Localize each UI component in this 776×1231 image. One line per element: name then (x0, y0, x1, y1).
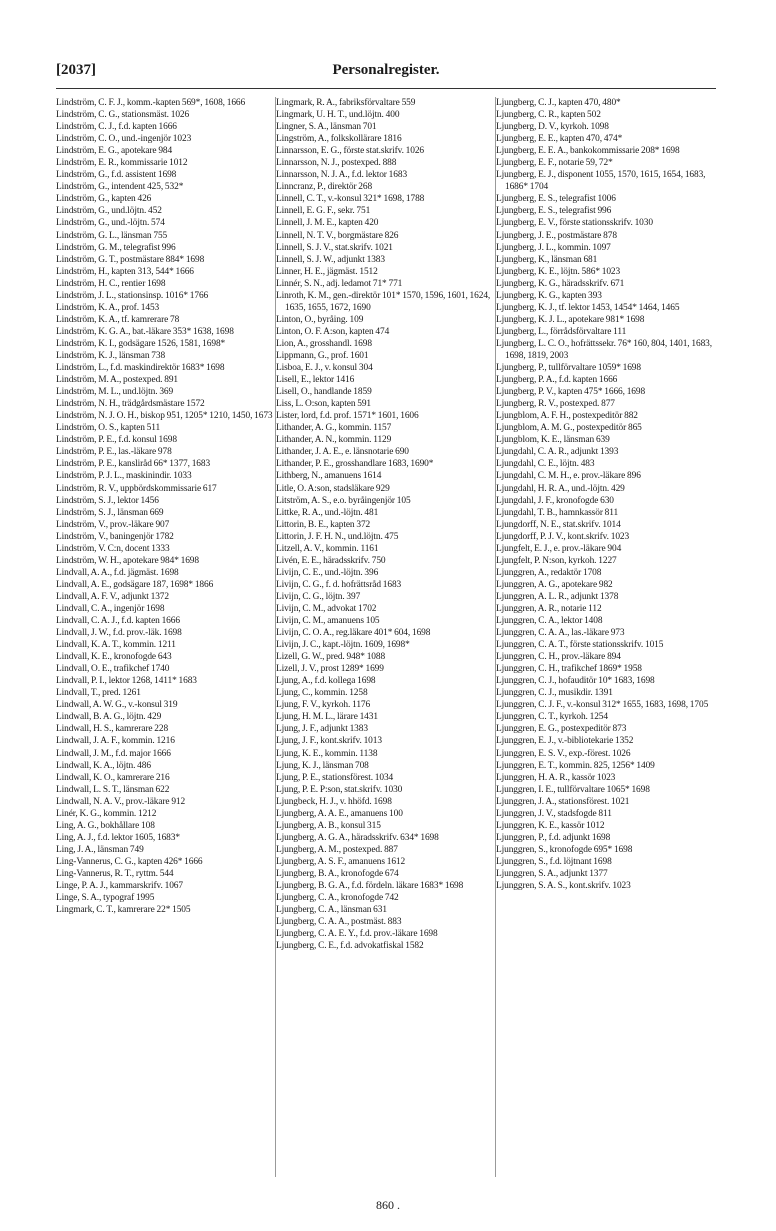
register-columns (56, 97, 716, 1177)
register-entry: Livijn, C. E., und.-löjtn. 396 (276, 567, 379, 578)
register-entry: Ljunggren, P., f.d. adjunkt 1698 (496, 832, 611, 843)
register-entry: Ljunggren, E. J., v.-bibliotekarie 1352 (496, 736, 634, 747)
register-entry: Ljunggren, S. A., adjunkt 1377 (496, 869, 608, 879)
register-entry: Lingner, S. A., länsman 701 (276, 122, 377, 133)
register-entry: Ljungberg, J. L., kommin. 1097 (496, 242, 611, 253)
register-entry: Lindvall, C. A., ingenjör 1698 (56, 603, 165, 614)
register-entry: Ljunggren, A. L. R., adjunkt 1378 (496, 591, 619, 602)
register-entry: Ljunggren, C. A. T., förste stationsskrifv. 1015 (496, 640, 664, 651)
register-entry: Lindström, H. C., rentier 1698 (56, 278, 166, 289)
register-entry: Lithberg, N., amanuens 1614 (276, 471, 382, 482)
register-entry: Ljungberg, K. G., häradsskrifv. 671 (496, 278, 625, 289)
register-entry: Ljungberg, C. E., f.d. advokatfiskal 1582 (276, 941, 424, 952)
register-entry: Ljungberg, A. B., konsul 315 (276, 820, 381, 831)
column-left (56, 97, 276, 916)
register-entry: Ljungberg, E. V., förste stationsskrifv. 1030 (496, 218, 653, 229)
register-entry: Lindström, C. O., und.-ingenjör 1023 (56, 134, 192, 145)
register-entry: Linnell, N. T. V., borgmästare 826 (276, 230, 399, 241)
register-entry: Lion, A., grosshandl. 1698 (276, 338, 372, 349)
register-entry: Littorin, J. F. H. N., und.löjtn. 475 (276, 531, 399, 542)
register-entry: Ljungdahl, C. A. R., adjunkt 1393 (496, 447, 619, 458)
register-entry: Lindström, O. S., kapten 511 (56, 423, 161, 434)
register-entry: Ljunggren, C. A., lektor 1408 (496, 616, 603, 627)
register-entry: Ljungberg, E. E., kapten 470, 474* (496, 134, 623, 145)
register-entry: Ljungberg, L. C. O., hofrättssekr. 76* 160, 804, 1401, 1683, 1698, 1819, 2003 (496, 338, 712, 361)
register-entry: Lindwall, J. M., f.d. major 1666 (56, 748, 171, 759)
register-entry: Lindvall, K. E., kronofogde 643 (56, 652, 172, 663)
register-entry: Ljunggren, A., redaktör 1708 (496, 567, 602, 578)
register-entry: Ljungberg, P., tullförvaltare 1059* 1698 (496, 363, 641, 374)
register-entry: Littorin, B. E., kapten 372 (276, 519, 371, 530)
register-entry: Ljung, J. F., adjunkt 1383 (276, 724, 368, 735)
register-entry: Ljung, F. V., kyrkoh. 1176 (276, 700, 371, 711)
column-middle (276, 97, 496, 952)
register-entry: Lindwall, H. S., kamrerare 228 (56, 724, 169, 735)
register-entry: Lindström, G., kapten 426 (56, 194, 152, 205)
register-entry: Littke, R. A., und.-löjtn. 481 (276, 507, 379, 518)
register-entry: Lindvall, A. F. V., adjunkt 1372 (56, 591, 169, 602)
register-entry: Ljunggren, C. H., trafikchef 1869* 1958 (496, 664, 642, 675)
register-entry: Lisell, O., handlande 1859 (276, 387, 372, 398)
register-entry: Lindström, P. J. L., maskinindir. 1033 (56, 471, 192, 482)
register-entry: Linnell, S. J. W., adjunkt 1383 (276, 254, 385, 265)
register-entry: Lindvall, K. A. T., kommin. 1211 (56, 640, 176, 651)
register-entry: Lindvall, T., pred. 1261 (56, 688, 141, 699)
register-entry: Litström, A. S., e.o. byråingenjör 105 (276, 495, 411, 506)
register-entry: Lindström, K. G. A., bat.-läkare 353* 1638, 1698 (56, 326, 234, 337)
register-entry: Lingström, A., folkskollärare 1816 (276, 134, 402, 145)
register-entry: Ljungberg, J. E., postmästare 878 (496, 230, 617, 241)
register-entry: Ljungberg, K. J. L., apotekare 981* 1698 (496, 314, 645, 325)
register-entry: Ljung, H. M. L., lärare 1431 (276, 712, 378, 723)
register-entry: Livijn, C. O. A., reg.läkare 401* 604, 1698 (276, 628, 431, 639)
register-entry: Linnell, S. J. V., stat.skrifv. 1021 (276, 242, 393, 253)
register-entry: Lithander, A. N., kommin. 1129 (276, 435, 392, 446)
register-entry: Ljungberg, E. F., notarie 59, 72* (496, 158, 613, 169)
register-entry: Lindström, W. H., apotekare 984* 1698 (56, 555, 199, 566)
register-entry: Lindwall, N. A. V., prov.-läkare 912 (56, 796, 186, 807)
register-entry: Ljungberg, C. A., kronofogde 742 (276, 893, 399, 904)
register-entry: Lindström, H., kapten 313, 544* 1666 (56, 266, 194, 277)
register-entry: Ljungberg, K. J., tf. lektor 1453, 1454* 1464, 1465 (496, 302, 680, 313)
register-entry: Linge, S. A., typograf 1995 (56, 893, 155, 904)
register-entry: Lindvall, C. A. J., f.d. kapten 1666 (56, 616, 180, 627)
register-entry: Ljung, C., kommin. 1258 (276, 688, 368, 699)
register-entry: Linge, P. A. J., kammarskrifv. 1067 (56, 881, 183, 892)
register-entry: Linnell, C. T., v.-konsul 321* 1698, 1788 (276, 194, 425, 205)
page-title: Personalregister. (332, 62, 440, 78)
register-entry: Ljungdorff, N. E., stat.skrifv. 1014 (496, 519, 621, 530)
register-entry: Lindwall, B. A. G., löjtn. 429 (56, 712, 162, 723)
register-entry: Lindwall, K. O., kamrerare 216 (56, 772, 170, 783)
register-entry: Ljungberg, C. A., länsman 631 (276, 905, 387, 916)
register-entry: Lindström, G., f.d. assistent 1698 (56, 170, 177, 181)
register-entry: Lindström, K. A., tf. kamrerare 78 (56, 314, 180, 325)
register-entry: Lithander, P. E., grosshandlare 1683, 1690* (276, 459, 434, 470)
register-entry: Ljunggren, C. J., hofauditör 10* 1683, 1698 (496, 676, 655, 687)
register-entry: Lindwall, K. A., löjtn. 486 (56, 760, 151, 771)
register-entry: Lindström, E. G., apotekare 984 (56, 146, 173, 157)
register-entry: Ljungfelt, P. N:son, kyrkoh. 1227 (496, 555, 617, 566)
register-entry: Lindwall, L. S. T., länsman 622 (56, 784, 170, 795)
register-entry: Ling, A. J., f.d. lektor 1605, 1683* (56, 832, 180, 843)
register-entry: Lisboa, E. J., v. konsul 304 (276, 363, 373, 374)
register-entry: Lindwall, J. A. F., kommin. 1216 (56, 736, 175, 747)
register-entry: Ljungfelt, E. J., e. prov.-läkare 904 (496, 543, 622, 554)
register-entry: Liss, L. O:son, kapten 591 (276, 399, 372, 410)
register-entry: Ljungberg, C. A. A., postmäst. 883 (276, 917, 402, 928)
register-entry: Ljungberg, E. E. A., bankokommissarie 208* 1698 (496, 146, 680, 157)
register-entry: Lindström, P. E., f.d. konsul 1698 (56, 435, 177, 446)
register-entry: Ljungberg, C. J., kapten 470, 480* (496, 98, 621, 108)
register-entry: Ljungberg, A. G. A., häradsskrifv. 634* 1698 (276, 832, 439, 843)
register-entry: Ling, J. A., länsman 749 (56, 844, 144, 855)
register-entry: Ljungberg, K. E., löjtn. 586* 1023 (496, 266, 621, 277)
register-entry: Lindström, K. A., prof. 1453 (56, 302, 160, 313)
register-entry: Ljung, J. F., kont.skrifv. 1013 (276, 736, 382, 747)
register-entry: Livén, E. E., häradsskrifv. 750 (276, 555, 386, 566)
register-entry: Ljungdahl, H. R. A., und.-löjtn. 429 (496, 483, 625, 494)
register-entry: Livijn, C. M., advokat 1702 (276, 603, 377, 614)
register-entry: Ljunggren, E. S. V., exp.-förest. 1026 (496, 748, 631, 759)
register-entry: Lindström, G. M., telegrafist 996 (56, 242, 176, 253)
register-entry: Ljungdahl, C. M. H., e. prov.-läkare 896 (496, 471, 641, 482)
register-entry: Lindström, G., und.-löjtn. 574 (56, 218, 165, 229)
register-entry: Ljungberg, A. A. E., amanuens 100 (276, 808, 403, 819)
register-entry: Lindström, G., und.löjtn. 452 (56, 206, 162, 217)
register-entry: Lingmark, C. T., kamrerare 22* 1505 (56, 905, 191, 916)
register-entry: Lindström, V., baningenjör 1782 (56, 531, 174, 542)
register-entry: Lisell, E., lektor 1416 (276, 375, 355, 386)
register-entry: Lindström, L., f.d. maskindirektör 1683* 1698 (56, 363, 225, 374)
register-entry: Ljung, K. J., länsman 708 (276, 760, 369, 771)
register-entry: Ljunggren, J. A., stationsförest. 1021 (496, 796, 630, 807)
register-entry: Lindwall, A. W. G., v.-konsul 319 (56, 700, 178, 711)
register-entry: Ljunggren, I. E., tullförvaltare 1065* 1698 (496, 784, 650, 795)
register-entry: Ljunggren, C. A. A., las.-läkare 973 (496, 628, 625, 639)
register-entry: Ling-Vannerus, R. T., ryttm. 544 (56, 869, 174, 879)
register-entry: Litle, O. A:son, stadsläkare 929 (276, 483, 390, 494)
register-entry: Lindström, S. J., länsman 669 (56, 507, 164, 518)
register-entry: Ljungberg, D. V., kyrkoh. 1098 (496, 122, 609, 133)
register-entry: Lingmark, U. H. T., und.löjtn. 400 (276, 110, 400, 121)
register-entry: Ljungberg, B. G. A., f.d. fördeln. läkare 1683* 1698 (276, 881, 464, 892)
register-entry: Lindvall, J. W., f.d. prov.-läk. 1698 (56, 628, 182, 639)
register-entry: Ljunggren, S., kronofogde 695* 1698 (496, 844, 633, 855)
register-entry: Lindström, R. V., uppbördskommissarie 617 (56, 483, 217, 494)
register-entry: Ljung, P. E. P:son, stat.skrifv. 1030 (276, 784, 403, 795)
register-entry: Ljunggren, J. V., stadsfogde 811 (496, 808, 612, 819)
register-entry: Ljungberg, A. M., postexped. 887 (276, 844, 398, 855)
register-entry: Ljunggren, S., f.d. löjtnant 1698 (496, 856, 612, 867)
register-entry: Ljungberg, C. R., kapten 502 (496, 110, 601, 121)
register-entry: Ljung, K. E., kommin. 1138 (276, 748, 378, 759)
register-entry: Ljung, A., f.d. kollega 1698 (276, 676, 376, 687)
register-entry: Linnér, S. N., adj. ledamot 71* 771 (276, 278, 403, 289)
register-entry: Ljungdahl, T. B., hamnkassör 811 (496, 507, 619, 518)
register-entry: Ljungberg, E. S., telegrafist 996 (496, 206, 612, 217)
register-entry: Lindström, P. E., kansliråd 66* 1377, 1683 (56, 459, 211, 470)
register-entry: Ljungdahl, C. E., löjtn. 483 (496, 459, 595, 470)
register-entry: Ljungbeck, H. J., v. hhöfd. 1698 (276, 796, 392, 807)
register-entry: Litzell, A. V., kommin. 1161 (276, 543, 379, 554)
register-entry: Lindström, C. F. J., komm.-kapten 569*, 1608, 1666 (56, 98, 246, 108)
register-entry: Lindström, M. L., und.löjtn. 369 (56, 387, 174, 398)
register-entry: Ljungberg, P. A., f.d. kapten 1666 (496, 375, 618, 386)
register-entry: Livijn, C. G., löjtn. 397 (276, 591, 361, 602)
register-entry: Lindström, G., intendent 425, 532* (56, 182, 184, 193)
register-entry: Ljungberg, B. A., kronofogde 674 (276, 869, 399, 879)
register-entry: Ljunggren, K. E., kassör 1012 (496, 820, 605, 831)
register-entry: Ljunggren, C. T., kyrkoh. 1254 (496, 712, 608, 723)
header-rule (56, 88, 716, 89)
register-entry: Ljungdorff, P. J. V., kont.skrifv. 1023 (496, 531, 630, 542)
register-entry: Lithander, A. G., kommin. 1157 (276, 423, 392, 434)
register-entry: Ljunggren, C. J., musikdir. 1391 (496, 688, 613, 699)
register-entry: Ljunggren, E. T., kommin. 825, 1256* 1409 (496, 760, 655, 771)
register-entry: Linnell, E. G. F., sekr. 751 (276, 206, 371, 217)
register-entry: Ljungberg, K., länsman 681 (496, 254, 598, 265)
register-entry: Lizell, J. V., prost 1289* 1699 (276, 664, 384, 675)
register-entry: Livijn, C. M., amanuens 105 (276, 616, 380, 627)
register-entry: Linér, K. G., kommin. 1212 (56, 808, 157, 819)
register-entry: Lindvall, A. A., f.d. jägmäst. 1698 (56, 567, 179, 578)
register-entry: Lindström, N. H., trädgårdsmästare 1572 (56, 399, 205, 410)
register-entry: Lister, lord, f.d. prof. 1571* 1601, 1606 (276, 411, 419, 422)
register-entry: Ljunggren, C. H., prov.-läkare 894 (496, 652, 621, 663)
register-entry: Linncranz, P., direktör 268 (276, 182, 373, 193)
register-entry: Linroth, K. M., gen.-direktör 101* 1570, 1596, 1601, 1624, 1635, 1655, 1672, 1690 (276, 290, 491, 313)
register-entry: Lippmann, G., prof. 1601 (276, 350, 369, 361)
register-entry: Ling, A. G., bokhållare 108 (56, 820, 155, 831)
register-entry: Lindström, P. E., las.-läkare 978 (56, 447, 172, 458)
register-entry: Ljungblom, A. M. G., postexpeditör 865 (496, 423, 642, 434)
register-entry: Lindström, G. T., postmästare 884* 1698 (56, 254, 205, 265)
register-entry: Ljungberg, K. G., kapten 393 (496, 290, 602, 301)
register-entry: Ljunggren, S. A. S., kont.skrifv. 1023 (496, 881, 631, 892)
register-entry: Lizell, G. W., pred. 948* 1088 (276, 652, 386, 663)
register-entry: Lindström, K. J., länsman 738 (56, 350, 166, 361)
register-entry: Ljungberg, L., förrådsförvaltare 111 (496, 326, 627, 337)
register-entry: Linnell, J. M. E., kapten 420 (276, 218, 379, 229)
register-entry: Linnarsson, N. J. A., f.d. lektor 1683 (276, 170, 408, 181)
register-entry: Linton, O. F. A:son, kapten 474 (276, 326, 390, 337)
register-entry: Ljung, P. E., stationsförest. 1034 (276, 772, 394, 783)
register-entry: Linnarsson, N. J., postexped. 888 (276, 158, 397, 169)
register-entry: Lindvall, A. E., godsägare 187, 1698* 1866 (56, 579, 214, 590)
page-header (56, 62, 716, 84)
register-entry: Ljungberg, R. V., postexped. 877 (496, 399, 615, 410)
register-entry: Lindström, V. C:n, docent 1333 (56, 543, 170, 554)
register-entry: Ljunggren, A. R., notarie 112 (496, 603, 602, 614)
register-entry: Ljungblom, A. F. H., postexpeditör 882 (496, 411, 638, 422)
register-entry: Linnarsson, E. G., förste stat.skrifv. 1026 (276, 146, 425, 157)
register-entry: Lindström, K. I., godsägare 1526, 1581, 1698* (56, 338, 226, 349)
register-entry: Lindström, J. L., stationsinsp. 1016* 1766 (56, 290, 209, 301)
register-entry: Lindström, V., prov.-läkare 907 (56, 519, 170, 530)
column-right (496, 97, 716, 892)
register-entry: Ljungblom, K. E., länsman 639 (496, 435, 610, 446)
register-entry: Lithander, J. A. E., e. länsnotarie 690 (276, 447, 409, 458)
register-entry: Ling-Vannerus, C. G., kapten 426* 1666 (56, 856, 203, 867)
register-entry: Lindström, S. J., lektor 1456 (56, 495, 159, 506)
page-number: [2037] (56, 62, 96, 78)
register-entry: Lindström, G. L., länsman 755 (56, 230, 168, 241)
register-entry: Ljungberg, C. A. E. Y., f.d. prov.-läkare 1698 (276, 929, 438, 940)
register-entry: Livijn, J. C., kapt.-löjtn. 1609, 1698* (276, 640, 410, 651)
register-entry: Lindström, E. R., kommissarie 1012 (56, 158, 188, 169)
register-entry: Ljunggren, H. A. R., kassör 1023 (496, 772, 616, 783)
register-entry: Lingmark, R. A., fabriksförvaltare 559 (276, 98, 416, 108)
register-entry: Ljunggren, A. G., apotekare 982 (496, 579, 613, 590)
register-entry: Lindström, C. G., stationsmäst. 1026 (56, 110, 190, 121)
register-entry: Ljungberg, P. V., kapten 475* 1666, 1698 (496, 387, 646, 398)
register-entry: Ljungberg, E. S., telegrafist 1006 (496, 194, 616, 205)
register-entry: Lindström, N. J. O. H., biskop 951, 1205* 1210, 1450, 1673 (56, 411, 273, 422)
register-entry: Lindström, C. J., f.d. kapten 1666 (56, 122, 177, 133)
register-entry: Ljungberg, A. S. F., amanuens 1612 (276, 856, 406, 867)
register-entry: Linton, O., byråing. 109 (276, 314, 364, 325)
register-entry: Ljungberg, E. J., disponent 1055, 1570, 1615, 1654, 1683, 1686* 1704 (496, 170, 706, 193)
register-entry: Lindvall, P. I., lektor 1268, 1411* 1683 (56, 676, 197, 687)
register-entry: Lindström, M. A., postexped. 891 (56, 375, 179, 386)
register-entry: Ljunggren, C. J. F., v.-konsul 312* 1655, 1683, 1698, 1705 (496, 700, 709, 711)
register-entry: Ljungdahl, J. F., kronofogde 630 (496, 495, 614, 506)
register-entry: Linner, H. E., jägmäst. 1512 (276, 266, 378, 277)
register-entry: Lindvall, O. E., trafikchef 1740 (56, 664, 170, 675)
register-entry: Livijn, C. G., f. d. hofrättsråd 1683 (276, 579, 402, 590)
page-footer-number: 860 . (376, 1198, 400, 1212)
register-entry: Ljunggren, E. G., postexpeditör 873 (496, 724, 627, 735)
